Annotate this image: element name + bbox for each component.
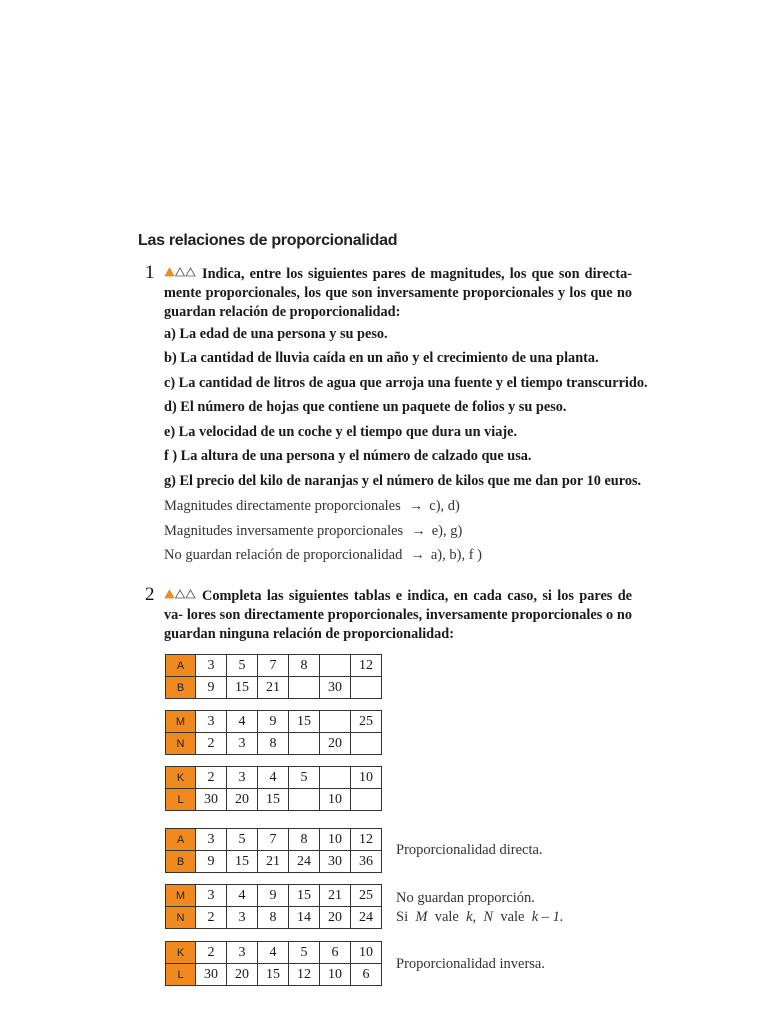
table-cell: 3 xyxy=(227,942,258,964)
statement-line: Completa las siguientes tablas e indica, en cada caso, si los pares de va- xyxy=(164,588,632,623)
table-row xyxy=(166,885,382,907)
solution-table-kl xyxy=(165,941,382,986)
table-cell: 24 xyxy=(351,907,382,929)
table-cell: 21 xyxy=(320,885,351,907)
rule-expr: k – 1. xyxy=(531,909,564,925)
table-cell: 30 xyxy=(196,789,227,811)
table-cell: 3 xyxy=(227,907,258,929)
exercise-1-item-c: c) La cantidad de litros de agua que arroja una fuente y el tiempo transcurrido. xyxy=(164,375,648,391)
table-cell: 20 xyxy=(320,907,351,929)
exercise-1-item-a: a) La edad de una persona y su peso. xyxy=(164,326,388,342)
solution-note-mn-rule xyxy=(396,908,564,927)
statement-line: mente proporcionales, los que son inversamente proporcionales y los que no xyxy=(164,285,632,301)
table-cell: 9 xyxy=(258,711,289,733)
exercise-2-number: 2 xyxy=(145,584,155,605)
table-cell: 8 xyxy=(258,907,289,929)
statement-line: guardan relación de proporcionalidad: xyxy=(164,304,401,320)
table-cell: 4 xyxy=(258,767,289,789)
statement-line: lores son directamente proporcionales, inversamente proporcionales o no xyxy=(186,607,632,623)
table-cell: 21 xyxy=(258,677,289,699)
table-cell: 3 xyxy=(227,733,258,755)
answer-value: e), g) xyxy=(431,523,463,539)
table-row xyxy=(166,655,382,677)
rule-vale: vale xyxy=(434,909,459,925)
table-cell: 30 xyxy=(196,964,227,986)
row-label: K xyxy=(166,767,196,789)
table-cell-blank[interactable] xyxy=(289,789,320,811)
table-cell: 5 xyxy=(289,942,320,964)
difficulty-icon xyxy=(164,589,196,599)
table-cell-blank[interactable] xyxy=(351,733,382,755)
rule-si: Si xyxy=(396,909,409,925)
table-cell-blank[interactable] xyxy=(351,677,382,699)
table-cell: 15 xyxy=(227,851,258,873)
table-cell: 15 xyxy=(258,789,289,811)
rule-m: M xyxy=(415,909,428,925)
rule-vale: vale xyxy=(500,909,525,925)
statement-line: guardan ninguna relación de proporcionalidad: xyxy=(164,626,454,642)
question-table-kl xyxy=(165,766,382,811)
table-cell: 20 xyxy=(320,733,351,755)
table-cell: 9 xyxy=(196,677,227,699)
table-row xyxy=(166,964,382,986)
table-cell: 8 xyxy=(258,733,289,755)
table-cell: 12 xyxy=(351,829,382,851)
exercise-1-item-e: e) La velocidad de un coche y el tiempo que dura un viaje. xyxy=(164,424,518,440)
table-row xyxy=(166,829,382,851)
answer-label: Magnitudes inversamente proporcionales xyxy=(164,523,404,539)
answer-value: c), d) xyxy=(429,498,460,514)
table-cell: 2 xyxy=(196,767,227,789)
row-label: M xyxy=(166,711,196,733)
solution-note-mn: No guardan proporción. xyxy=(396,890,535,906)
answer-label: Magnitudes directamente proporcionales xyxy=(164,498,401,514)
table-cell-blank[interactable] xyxy=(320,767,351,789)
table-cell: 12 xyxy=(289,964,320,986)
answer-none xyxy=(164,546,644,565)
question-table-ab xyxy=(165,654,382,699)
table-cell-blank[interactable] xyxy=(351,789,382,811)
table-cell: 6 xyxy=(320,942,351,964)
table-cell: 10 xyxy=(320,964,351,986)
table-cell: 9 xyxy=(258,885,289,907)
solution-note-ab: Proporcionalidad directa. xyxy=(396,842,543,858)
row-label: N xyxy=(166,907,196,929)
table-cell: 10 xyxy=(320,789,351,811)
table-row xyxy=(166,767,382,789)
table-cell: 30 xyxy=(320,851,351,873)
table-cell: 15 xyxy=(289,711,320,733)
answer-direct xyxy=(164,497,644,516)
row-label: M xyxy=(166,885,196,907)
exercise-1-item-d: d) El número de hojas que contiene un paquete de folios y su peso. xyxy=(164,399,567,415)
table-row xyxy=(166,789,382,811)
table-cell: 7 xyxy=(258,829,289,851)
table-cell: 12 xyxy=(351,655,382,677)
table-row xyxy=(166,851,382,873)
table-cell: 5 xyxy=(227,655,258,677)
table-cell-blank[interactable] xyxy=(320,711,351,733)
section-title: Las relaciones de proporcionalidad xyxy=(138,232,398,249)
table-cell: 20 xyxy=(227,964,258,986)
exercise-1-number: 1 xyxy=(145,262,155,283)
table-cell: 3 xyxy=(196,885,227,907)
table-cell: 15 xyxy=(258,964,289,986)
exercise-1-item-b: b) La cantidad de lluvia caída en un año y el crecimiento de una planta. xyxy=(164,350,599,366)
table-cell: 2 xyxy=(196,907,227,929)
row-label: L xyxy=(166,789,196,811)
table-cell: 30 xyxy=(320,677,351,699)
solution-table-mn xyxy=(165,884,382,929)
row-label: L xyxy=(166,964,196,986)
row-label: A xyxy=(166,655,196,677)
table-cell: 2 xyxy=(196,942,227,964)
table-cell: 24 xyxy=(289,851,320,873)
table-cell-blank[interactable] xyxy=(320,655,351,677)
row-label: B xyxy=(166,677,196,699)
arrow-right-icon: → xyxy=(410,547,425,563)
table-cell: 21 xyxy=(258,851,289,873)
rule-k: k, xyxy=(466,909,477,925)
table-cell: 3 xyxy=(196,711,227,733)
table-row xyxy=(166,733,382,755)
exercise-1-item-f: f ) La altura de una persona y el número de calzado que usa. xyxy=(164,448,532,464)
arrow-right-icon: → xyxy=(408,498,424,514)
table-row xyxy=(166,677,382,699)
difficulty-icon xyxy=(164,267,196,277)
table-cell: 10 xyxy=(320,829,351,851)
table-cell: 25 xyxy=(351,711,382,733)
table-cell: 8 xyxy=(289,829,320,851)
table-cell: 6 xyxy=(351,964,382,986)
table-cell-blank[interactable] xyxy=(289,733,320,755)
table-cell: 14 xyxy=(289,907,320,929)
table-cell: 5 xyxy=(227,829,258,851)
table-cell: 25 xyxy=(351,885,382,907)
table-cell: 3 xyxy=(227,767,258,789)
table-cell-blank[interactable] xyxy=(289,677,320,699)
statement-line: Indica, entre los siguientes pares de magnitudes, los que son directa- xyxy=(202,266,632,282)
table-row xyxy=(166,942,382,964)
table-cell: 4 xyxy=(258,942,289,964)
table-cell: 10 xyxy=(351,767,382,789)
table-cell: 36 xyxy=(351,851,382,873)
answer-inverse xyxy=(164,522,644,541)
arrow-right-icon: → xyxy=(411,523,426,539)
exercise-1-statement xyxy=(164,265,632,322)
table-cell: 3 xyxy=(196,655,227,677)
answer-label: No guardan relación de proporcionalidad xyxy=(164,547,403,563)
table-cell: 15 xyxy=(289,885,320,907)
exercise-2-statement xyxy=(164,587,632,644)
row-label: A xyxy=(166,829,196,851)
table-cell: 9 xyxy=(196,851,227,873)
table-cell: 20 xyxy=(227,789,258,811)
solution-note-kl: Proporcionalidad inversa. xyxy=(396,956,545,972)
answer-value: a), b), f ) xyxy=(430,547,482,563)
table-cell: 15 xyxy=(227,677,258,699)
solution-table-ab xyxy=(165,828,382,873)
exercise-1-item-g: g) El precio del kilo de naranjas y el número de kilos que me dan por 10 euros. xyxy=(164,473,642,489)
table-row xyxy=(166,907,382,929)
table-row xyxy=(166,711,382,733)
table-cell: 10 xyxy=(351,942,382,964)
table-cell: 3 xyxy=(196,829,227,851)
table-cell: 8 xyxy=(289,655,320,677)
rule-n: N xyxy=(483,909,494,925)
table-cell: 7 xyxy=(258,655,289,677)
row-label: B xyxy=(166,851,196,873)
row-label: K xyxy=(166,942,196,964)
row-label: N xyxy=(166,733,196,755)
question-table-mn xyxy=(165,710,382,755)
table-cell: 2 xyxy=(196,733,227,755)
table-cell: 4 xyxy=(227,711,258,733)
table-cell: 4 xyxy=(227,885,258,907)
table-cell: 5 xyxy=(289,767,320,789)
